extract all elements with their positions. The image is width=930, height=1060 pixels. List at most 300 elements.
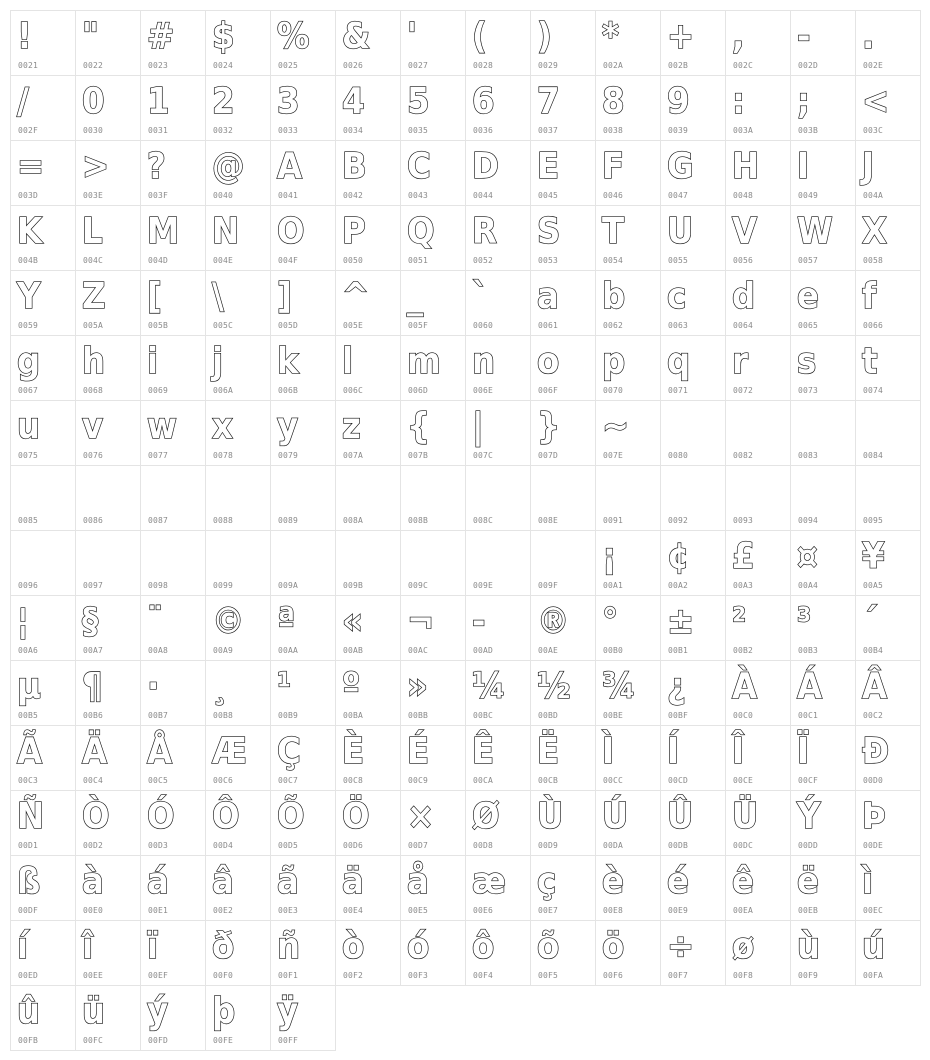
- glyph-char: ;: [797, 81, 810, 122]
- glyph-cell: [790, 920, 856, 986]
- glyph-char: Ä: [82, 731, 108, 772]
- glyph-char: y: [277, 406, 299, 447]
- glyph-code: 003F: [148, 191, 169, 200]
- glyph-cell: [465, 75, 531, 141]
- glyph-char: h: [82, 341, 106, 382]
- glyph-code: 0057: [798, 256, 819, 265]
- glyph-char: H: [732, 146, 760, 187]
- glyph-cell: [10, 595, 76, 661]
- glyph-code: 0087: [148, 516, 169, 525]
- glyph-char: -: [472, 601, 486, 642]
- glyph-code: 003E: [83, 191, 104, 200]
- glyph-code: 0080: [668, 451, 689, 460]
- glyph-char: ¬: [407, 601, 435, 642]
- glyph-cell: [270, 725, 336, 791]
- glyph-code: 00D3: [148, 841, 169, 850]
- glyph-cell: [75, 855, 141, 921]
- glyph-cell: [75, 140, 141, 206]
- glyph-code: 00C8: [343, 776, 364, 785]
- glyph-cell: [140, 855, 206, 921]
- glyph-cell: [660, 465, 726, 531]
- glyph-cell: [335, 595, 401, 661]
- glyph-code: 0058: [863, 256, 884, 265]
- glyph-code: 0022: [83, 61, 104, 70]
- glyph-cell: [660, 660, 726, 726]
- glyph-char: C: [407, 146, 431, 187]
- glyph-code: 009C: [408, 581, 429, 590]
- glyph-code: 00BE: [603, 711, 624, 720]
- glyph-char: ä: [342, 861, 364, 902]
- glyph-char: O: [277, 211, 305, 252]
- glyph-cell: [335, 400, 401, 466]
- glyph-cell: [465, 205, 531, 271]
- glyph-char: ß: [17, 861, 41, 902]
- glyph-cell: [205, 270, 271, 336]
- glyph-cell: [270, 855, 336, 921]
- glyph-code: 007E: [603, 451, 624, 460]
- glyph-code: 005C: [213, 321, 234, 330]
- glyph-code: 0063: [668, 321, 689, 330]
- glyph-cell: [465, 660, 531, 726]
- glyph-char: /: [17, 81, 29, 122]
- glyph-cell: [530, 205, 596, 271]
- glyph-code: 0094: [798, 516, 819, 525]
- glyph-char: ñ: [277, 926, 301, 967]
- glyph-char: ¤: [797, 536, 818, 577]
- glyph-cell: [725, 530, 791, 596]
- glyph-char: û: [17, 991, 41, 1032]
- glyph-code: 00FF: [278, 1036, 299, 1045]
- glyph-char: %: [277, 16, 310, 57]
- glyph-cell: [595, 205, 661, 271]
- glyph-cell: [465, 595, 531, 661]
- glyph-code: 00CA: [473, 776, 494, 785]
- glyph-code: 009B: [343, 581, 364, 590]
- glyph-cell: [205, 595, 271, 661]
- glyph-cell: [10, 920, 76, 986]
- glyph-code: 00EA: [733, 906, 754, 915]
- glyph-code: 00C4: [83, 776, 104, 785]
- glyph-char: s: [797, 341, 817, 382]
- glyph-cell: [465, 140, 531, 206]
- glyph-cell: [530, 140, 596, 206]
- glyph-cell: [270, 140, 336, 206]
- glyph-char: !: [17, 16, 32, 57]
- glyph-cell: [335, 10, 401, 76]
- glyph-code: 00F0: [213, 971, 234, 980]
- glyph-char: ë: [797, 861, 819, 902]
- glyph-code: 00D4: [213, 841, 234, 850]
- glyph-char: ì: [862, 861, 874, 902]
- glyph-char: 0: [82, 81, 105, 122]
- glyph-cell: [75, 75, 141, 141]
- glyph-char: e: [797, 276, 819, 317]
- glyph-char: 7: [537, 81, 560, 122]
- glyph-code: 0030: [83, 126, 104, 135]
- glyph-cell: [725, 790, 791, 856]
- glyph-cell: [465, 335, 531, 401]
- glyph-cell: [75, 205, 141, 271]
- glyph-cell: [400, 920, 466, 986]
- glyph-cell: [465, 920, 531, 986]
- glyph-cell: [595, 465, 661, 531]
- glyph-char: â: [212, 861, 234, 902]
- glyph-char: q: [667, 341, 691, 382]
- glyph-code: 0049: [798, 191, 819, 200]
- glyph-code: 003A: [733, 126, 754, 135]
- glyph-cell: [595, 10, 661, 76]
- glyph-code: 00B9: [278, 711, 299, 720]
- glyph-char: È: [342, 731, 365, 772]
- glyph-code: 00F1: [278, 971, 299, 980]
- glyph-cell: [465, 10, 531, 76]
- glyph-code: 004A: [863, 191, 884, 200]
- glyph-cell: [725, 10, 791, 76]
- glyph-cell: [75, 725, 141, 791]
- glyph-cell: [595, 725, 661, 791]
- glyph-code: 0097: [83, 581, 104, 590]
- glyph-char: M: [147, 211, 180, 252]
- glyph-code: 00FD: [148, 1036, 169, 1045]
- glyph-code: 0084: [863, 451, 884, 460]
- glyph-code: 005B: [148, 321, 169, 330]
- glyph-code: 00A1: [603, 581, 624, 590]
- glyph-cell: [790, 205, 856, 271]
- glyph-cell: [595, 595, 661, 661]
- glyph-cell: [205, 920, 271, 986]
- glyph-cell: [270, 790, 336, 856]
- glyph-code: 00FE: [213, 1036, 234, 1045]
- glyph-code: 00D5: [278, 841, 299, 850]
- glyph-code: 0050: [343, 256, 364, 265]
- glyph-cell: [205, 140, 271, 206]
- glyph-cell: [790, 270, 856, 336]
- glyph-cell: [400, 790, 466, 856]
- glyph-code: 0071: [668, 386, 689, 395]
- glyph-code: 002A: [603, 61, 624, 70]
- glyph-cell: [465, 725, 531, 791]
- glyph-cell: [595, 660, 661, 726]
- glyph-cell: [530, 335, 596, 401]
- glyph-cell: [530, 660, 596, 726]
- glyph-char: #: [147, 16, 175, 57]
- glyph-code: 00BA: [343, 711, 364, 720]
- glyph-char: S: [537, 211, 561, 252]
- glyph-char: c: [667, 276, 687, 317]
- glyph-char: Û: [667, 796, 694, 837]
- glyph-char: 5: [407, 81, 430, 122]
- glyph-cell: [790, 790, 856, 856]
- glyph-char: ®: [537, 601, 570, 642]
- glyph-char: å: [407, 861, 429, 902]
- glyph-cell: [270, 10, 336, 76]
- glyph-cell: [530, 465, 596, 531]
- glyph-cell: [75, 595, 141, 661]
- glyph-char: ©: [212, 601, 245, 642]
- glyph-code: 00E0: [83, 906, 104, 915]
- glyph-cell: [10, 10, 76, 76]
- glyph-cell: [855, 725, 921, 791]
- glyph-code: 00AE: [538, 646, 559, 655]
- glyph-cell: [855, 790, 921, 856]
- glyph-code: 0044: [473, 191, 494, 200]
- glyph-cell: [530, 725, 596, 791]
- glyph-code: 00C1: [798, 711, 819, 720]
- glyph-char: l: [342, 341, 354, 382]
- glyph-cell: [10, 400, 76, 466]
- glyph-cell: [855, 595, 921, 661]
- glyph-code: 00EB: [798, 906, 819, 915]
- glyph-cell: [465, 465, 531, 531]
- glyph-cell: [10, 530, 76, 596]
- glyph-code: 00F3: [408, 971, 429, 980]
- glyph-code: 0038: [603, 126, 624, 135]
- glyph-code: 005F: [408, 321, 429, 330]
- glyph-code: 00E7: [538, 906, 559, 915]
- glyph-code: 0032: [213, 126, 234, 135]
- glyph-char: Þ: [862, 796, 886, 837]
- glyph-cell: [270, 530, 336, 596]
- glyph-code: 00B6: [83, 711, 104, 720]
- glyph-code: 00A7: [83, 646, 104, 655]
- glyph-cell: [400, 10, 466, 76]
- glyph-code: 00D7: [408, 841, 429, 850]
- glyph-char: ¨: [147, 601, 164, 642]
- glyph-char: N: [212, 211, 240, 252]
- glyph-code: 0029: [538, 61, 559, 70]
- glyph-char: Ç: [277, 731, 301, 772]
- glyph-cell: [75, 270, 141, 336]
- glyph-char: ç: [537, 861, 557, 902]
- glyph-code: 00F6: [603, 971, 624, 980]
- glyph-char: Î: [732, 731, 745, 772]
- glyph-char: ã: [277, 861, 299, 902]
- glyph-cell: [75, 10, 141, 76]
- glyph-code: 0082: [733, 451, 754, 460]
- glyph-char: 9: [667, 81, 690, 122]
- glyph-code: 0079: [278, 451, 299, 460]
- glyph-char: 4: [342, 81, 365, 122]
- glyph-code: 00EE: [83, 971, 104, 980]
- glyph-char: 1: [147, 81, 170, 122]
- glyph-char: F: [602, 146, 625, 187]
- glyph-code: 00B3: [798, 646, 819, 655]
- glyph-code: 009A: [278, 581, 299, 590]
- glyph-char: @: [212, 146, 245, 187]
- glyph-cell: [335, 270, 401, 336]
- glyph-cell: [855, 530, 921, 596]
- glyph-char: Ü: [732, 796, 759, 837]
- glyph-code: 004E: [213, 256, 234, 265]
- glyph-code: 00F5: [538, 971, 559, 980]
- glyph-char: é: [667, 861, 689, 902]
- glyph-cell: [530, 270, 596, 336]
- glyph-char: ï: [147, 926, 159, 967]
- glyph-char: }: [537, 406, 561, 447]
- glyph-code: 00DD: [798, 841, 819, 850]
- glyph-char: G: [667, 146, 694, 187]
- glyph-char: ¹: [277, 666, 292, 707]
- glyph-code: 006D: [408, 386, 429, 395]
- glyph-cell: [530, 530, 596, 596]
- glyph-char: Ñ: [17, 796, 45, 837]
- glyph-code: 003D: [18, 191, 39, 200]
- glyph-code: 00D9: [538, 841, 559, 850]
- glyph-code: 00A8: [148, 646, 169, 655]
- glyph-code: 00E3: [278, 906, 299, 915]
- glyph-char: ¸: [212, 666, 229, 707]
- glyph-code: 007B: [408, 451, 429, 460]
- glyph-code: 0091: [603, 516, 624, 525]
- glyph-code: 008B: [408, 516, 429, 525]
- glyph-cell: [205, 725, 271, 791]
- glyph-code: 002F: [18, 126, 39, 135]
- glyph-cell: [205, 790, 271, 856]
- glyph-code: 00F7: [668, 971, 689, 980]
- glyph-code: 00B1: [668, 646, 689, 655]
- glyph-char: ?: [147, 146, 166, 187]
- glyph-char: n: [472, 341, 496, 382]
- glyph-code: 00E8: [603, 906, 624, 915]
- glyph-cell: [790, 855, 856, 921]
- glyph-char: Q: [407, 211, 435, 252]
- glyph-cell: [790, 335, 856, 401]
- glyph-code: 00BB: [408, 711, 429, 720]
- glyph-code: 0070: [603, 386, 624, 395]
- glyph-cell: [205, 400, 271, 466]
- glyph-cell: [10, 75, 76, 141]
- glyph-code: 00AC: [408, 646, 429, 655]
- glyph-char: D: [472, 146, 499, 187]
- glyph-code: 0028: [473, 61, 494, 70]
- glyph-char: ö: [602, 926, 625, 967]
- glyph-cell: [10, 725, 76, 791]
- glyph-code: 00CE: [733, 776, 754, 785]
- glyph-code: 0099: [213, 581, 234, 590]
- glyph-char: æ: [472, 861, 506, 902]
- glyph-char: Ó: [147, 796, 175, 837]
- glyph-cell: [725, 335, 791, 401]
- glyph-char: T: [602, 211, 625, 252]
- glyph-cell: [725, 140, 791, 206]
- glyph-char: Ã: [17, 731, 43, 772]
- glyph-cell: [530, 790, 596, 856]
- glyph-code: 0089: [278, 516, 299, 525]
- glyph-char: Ù: [537, 796, 564, 837]
- glyph-cell: [855, 400, 921, 466]
- glyph-cell: [140, 530, 206, 596]
- glyph-cell: [205, 465, 271, 531]
- glyph-cell: [725, 75, 791, 141]
- glyph-cell: [75, 400, 141, 466]
- glyph-cell: [660, 725, 726, 791]
- glyph-char: _: [407, 276, 424, 317]
- glyph-cell: [270, 400, 336, 466]
- glyph-cell: [10, 855, 76, 921]
- glyph-code: 00FB: [18, 1036, 39, 1045]
- glyph-code: 005E: [343, 321, 364, 330]
- glyph-cell: [205, 660, 271, 726]
- glyph-code: 0056: [733, 256, 754, 265]
- glyph-char: i: [147, 341, 159, 382]
- glyph-code: 00C7: [278, 776, 299, 785]
- glyph-cell: [140, 140, 206, 206]
- glyph-cell: [530, 75, 596, 141]
- glyph-cell: [205, 335, 271, 401]
- glyph-code: 00B8: [213, 711, 234, 720]
- glyph-cell: [10, 270, 76, 336]
- glyph-cell: [335, 140, 401, 206]
- glyph-cell: [855, 660, 921, 726]
- glyph-cell: [140, 790, 206, 856]
- glyph-cell: [465, 855, 531, 921]
- glyph-cell: [335, 920, 401, 986]
- glyph-code: 00E1: [148, 906, 169, 915]
- glyph-char: ,: [732, 16, 745, 57]
- glyph-code: 008E: [538, 516, 559, 525]
- glyph-code: 00CD: [668, 776, 689, 785]
- glyph-char: =: [17, 146, 45, 187]
- glyph-cell: [75, 660, 141, 726]
- glyph-code: 00C6: [213, 776, 234, 785]
- glyph-cell: [400, 75, 466, 141]
- glyph-cell: [855, 10, 921, 76]
- glyph-char: §: [82, 601, 99, 642]
- glyph-char: u: [17, 406, 41, 447]
- glyph-code: 00C0: [733, 711, 754, 720]
- glyph-code: 0095: [863, 516, 884, 525]
- glyph-cell: [140, 725, 206, 791]
- glyph-code: 00C5: [148, 776, 169, 785]
- glyph-cell: [335, 465, 401, 531]
- glyph-cell: [530, 400, 596, 466]
- glyph-code: 00ED: [18, 971, 39, 980]
- glyph-char: x: [212, 406, 233, 447]
- glyph-cell: [10, 985, 76, 1051]
- glyph-char: b: [602, 276, 626, 317]
- glyph-char: t: [862, 341, 878, 382]
- glyph-cell: [270, 985, 336, 1051]
- glyph-code: 0037: [538, 126, 559, 135]
- glyph-cell: [75, 920, 141, 986]
- glyph-code: 0033: [278, 126, 299, 135]
- glyph-char: z: [342, 406, 361, 447]
- glyph-cell: [530, 595, 596, 661]
- glyph-code: 00EF: [148, 971, 169, 980]
- glyph-code: 005A: [83, 321, 104, 330]
- glyph-code: 0045: [538, 191, 559, 200]
- glyph-char: [: [147, 276, 162, 317]
- glyph-char: °: [602, 601, 619, 642]
- glyph-char: ó: [407, 926, 430, 967]
- glyph-cell: [660, 855, 726, 921]
- glyph-code: 00CC: [603, 776, 624, 785]
- glyph-code: 007A: [343, 451, 364, 460]
- glyph-cell: [400, 855, 466, 921]
- glyph-char: ·: [147, 666, 160, 707]
- glyph-char: À: [732, 666, 758, 707]
- glyph-cell: [855, 205, 921, 271]
- glyph-cell: [660, 205, 726, 271]
- glyph-cell: [465, 400, 531, 466]
- glyph-char: f: [862, 276, 877, 317]
- glyph-code: 00D2: [83, 841, 104, 850]
- glyph-code: 004D: [148, 256, 169, 265]
- glyph-cell: [465, 790, 531, 856]
- glyph-code: 00F9: [798, 971, 819, 980]
- glyph-code: 0098: [148, 581, 169, 590]
- glyph-code: 0062: [603, 321, 624, 330]
